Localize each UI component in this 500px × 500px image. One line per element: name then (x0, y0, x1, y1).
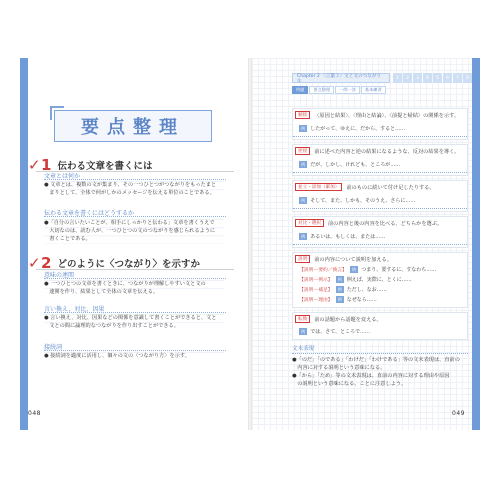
dotted-rule (292, 353, 468, 354)
example-line (299, 266, 436, 273)
tab-practice[interactable]: 基本練習 (361, 86, 386, 94)
example-category-label: 【説明ー例示】 (299, 278, 333, 283)
category-description: 前の内容について説明を加える。 (314, 256, 392, 263)
paragraph-line: ● 接続詞を適度に活用し、個々の文の〈つながり方〉を示す。 (44, 353, 190, 359)
example-category-label: 【説明ー理由】 (299, 298, 333, 303)
chapter-number: 8 (463, 73, 472, 83)
category-description: 前の話題から話題を変える。 (314, 316, 382, 323)
example-text: ただし、なお…… (346, 287, 387, 293)
category-head (295, 111, 459, 119)
paragraph-line: ● 言い換え、対比、因果などの関係を意識して書くことができると、文と (44, 315, 217, 321)
category-box (292, 108, 468, 140)
chapter-number: 5 (433, 73, 442, 83)
category-box (292, 252, 468, 308)
paragraph-line: ●「のだ」「のである」「わけだ」「わけである」等の文末表現は、直前の (292, 357, 460, 363)
bottom-background (0, 430, 500, 500)
example-badge: 例 (301, 197, 306, 203)
example-text: だが、しかし、けれども、ところが…… (310, 162, 401, 168)
right-page (252, 58, 472, 430)
paragraph-line: まりとして、全体で何がしかのメッセージを伝える単位のことである。 (44, 190, 215, 197)
example-badge: 例 (351, 266, 357, 272)
chapter-number: 2 (403, 73, 412, 83)
sub-heading: 言い換え、対比、因果 (44, 306, 105, 313)
paragraph (44, 314, 224, 330)
paragraph (44, 219, 224, 244)
category-description: 前に述べた内容と逆の結果になるような、反対の結果を導く。 (314, 148, 460, 155)
sub-rule (44, 179, 226, 180)
category-head (295, 315, 382, 323)
category-head (295, 183, 435, 191)
paragraph-line: の説明という意味になる、ことに注意しよう。 (292, 381, 407, 387)
summary-title-box (54, 110, 212, 142)
chapter-number: 6 (443, 73, 452, 83)
section-number: 2 (41, 254, 52, 272)
paragraph-line: 書くことである。 (44, 236, 91, 243)
category-box (292, 312, 468, 340)
category-tag: 転換 (295, 315, 310, 323)
sub-rule (44, 350, 226, 351)
left-page-edge (20, 58, 28, 430)
left-page (28, 58, 248, 430)
tab-example[interactable]: 例題 (292, 86, 308, 94)
category-description: 前の内容と後の内容を比べる、どちらかを選ぶ。 (327, 220, 443, 227)
paragraph-line: ●「自分の言いたいことが、相手にしっかりと伝わる」文章を書くうえで (44, 220, 215, 226)
category-tag: 対比・選択 (295, 219, 324, 227)
example-badge: 例 (337, 276, 342, 282)
dotted-rule (293, 136, 467, 137)
example-line (299, 328, 370, 335)
chapter-bar (292, 73, 472, 83)
paragraph-line: 大切なのは、読む人が、一つひとつの文のつながりを感じられるように (44, 228, 216, 235)
category-tag: 順接 (295, 111, 310, 119)
category-tag: 説明 (295, 255, 310, 263)
sub-rule (44, 216, 226, 217)
example-badge: 例 (301, 161, 306, 167)
chapter-number: 7 (453, 73, 462, 83)
section-title: 伝わる文章を書くには (57, 161, 153, 172)
paragraph (44, 280, 224, 296)
paragraph-line: 内容に対する説明という意味になる。 (292, 365, 386, 371)
category-box (292, 180, 468, 212)
example-badge: 例 (337, 296, 342, 302)
sub-heading: 伝わる文章を書くにはどうするか (44, 210, 135, 217)
section-title: どのように〈つながり〉を示すか (57, 259, 200, 270)
sentence-ending-heading: 文末表現 (292, 346, 315, 352)
paragraph-line: ●「から」「ため」等の文末表現は、直前の内容に対する理由や原因 (292, 373, 450, 379)
check-icon: ✓ (28, 254, 41, 272)
example-text: なぜなら…… (346, 297, 377, 303)
category-tag: 並立・添加（累加） (295, 183, 342, 191)
example-line (299, 276, 412, 283)
category-box (292, 144, 468, 176)
category-head (295, 255, 392, 263)
example-text: したがって、ゆえに、だから、すると…… (310, 126, 406, 132)
page-number: 049 (452, 410, 465, 417)
example-line (299, 233, 385, 240)
category-description: 〈原因と結果〉、〈理由と結論〉、〈前提と帰結〉の関係を示す。 (314, 112, 460, 119)
sub-rule (44, 312, 226, 313)
sub-rule (44, 278, 226, 279)
example-line (299, 296, 377, 303)
paragraph (44, 352, 224, 360)
section-tabs (292, 86, 387, 94)
category-description: 前のものに続いて付け足したりする。 (346, 184, 435, 191)
example-text: 例えば、実際に、とくに…… (346, 277, 412, 283)
chapter-number-strip (392, 73, 472, 83)
example-badge: 例 (301, 233, 306, 239)
dotted-rule (293, 172, 467, 173)
dotted-rule (293, 244, 467, 245)
chapter-tag: Chapter 2 〈言葉３〉文と文のつながり① (292, 73, 390, 83)
chapter-number: 4 (423, 73, 432, 83)
tab-quiz[interactable]: 一問一答 (335, 86, 360, 94)
example-category-label: 【説明ー補足】 (299, 288, 333, 293)
example-category-label: 【説明ー要約／換言】 (299, 268, 347, 273)
check-icon: ✓ (28, 156, 41, 174)
top-background (0, 0, 500, 58)
paragraph-line: ● 文章とは、複数の文が集まり、その一つひとつがつながりをもったまと (44, 182, 217, 188)
example-line (299, 125, 405, 132)
example-line (299, 161, 400, 168)
paragraph-line: 連関を作り、結果として全体の文章を伝える。 (44, 289, 159, 296)
page-title: 要点整理 (81, 117, 185, 138)
paragraph (44, 181, 224, 197)
category-box (292, 216, 468, 248)
paragraph (292, 356, 468, 388)
example-line (299, 286, 387, 293)
sub-heading: 接続詞 (44, 344, 63, 351)
paragraph-line: 文との間に論理的なつながりを作り出すことができる。 (44, 323, 179, 330)
example-text: つまり、要するに、すなわち…… (361, 267, 437, 273)
page-number: 048 (28, 410, 41, 417)
example-text: では、さて、ところで…… (310, 329, 371, 335)
example-text: あるいは、もしくは、または…… (310, 234, 386, 240)
sub-heading: 意味の連関 (44, 272, 75, 279)
example-line (299, 197, 415, 204)
dotted-rule (293, 208, 467, 209)
example-text: そして、また、しかも、そのうえ、さらに…… (310, 198, 416, 204)
right-page-edge (472, 58, 480, 430)
tab-summary[interactable]: 要点整理 (309, 86, 334, 94)
example-badge: 例 (337, 286, 342, 292)
sub-heading: 文章とは何か (44, 173, 81, 180)
category-head (295, 147, 459, 155)
example-badge: 例 (301, 125, 306, 131)
category-tag: 逆接 (295, 147, 310, 155)
chapter-number: 1 (393, 73, 402, 83)
example-badge: 例 (301, 328, 306, 334)
chapter-number: 3 (413, 73, 422, 83)
paragraph-line: ● 一つひとつの文章を書くときに、つながりが理解しやすい文と文の (44, 281, 206, 287)
category-head (295, 219, 442, 227)
section-number: 1 (41, 156, 52, 174)
